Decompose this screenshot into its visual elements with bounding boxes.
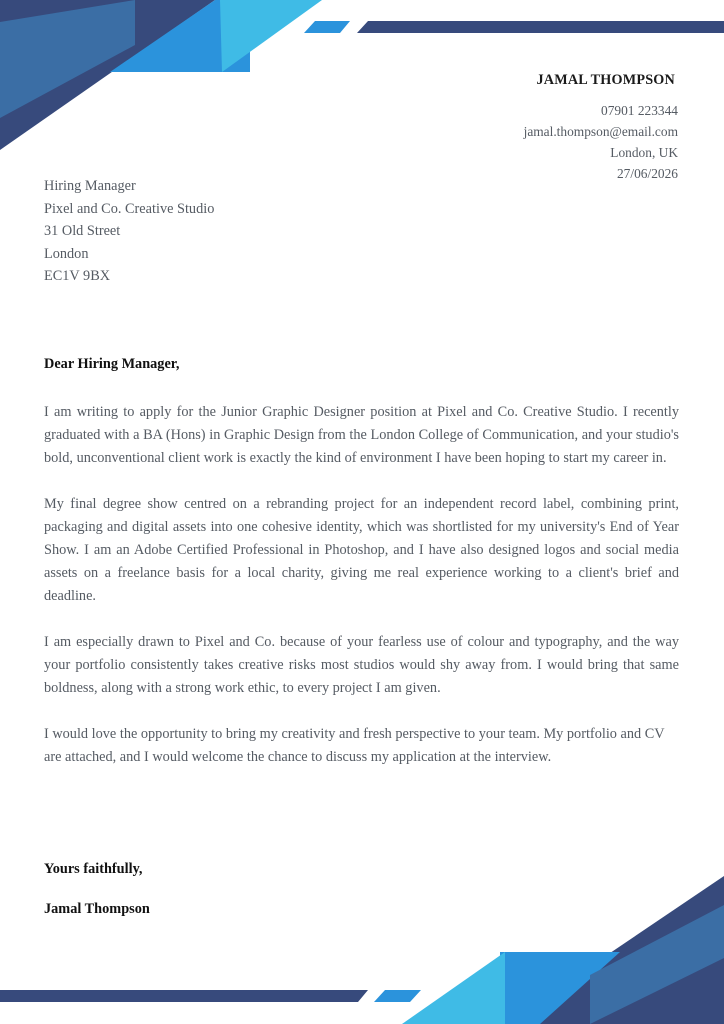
letter-date: 27/06/2026	[616, 166, 678, 181]
body-paragraph-2: My final degree show centred on a rebranding project for an independent record label, combining print, packaging and digital assets into one cohesive identity, which was shortlisted for my university's End of Year Show. I am an Adobe Certified Professional in Photoshop, and I have also designed logos and social media assets on a freelance basis for a local charity, giving me real experience working to a client's brief and deadline.	[44, 496, 679, 604]
salutation: Dear Hiring Manager,	[44, 356, 180, 372]
recipient-postcode: EC1V 9BX	[44, 268, 111, 285]
recipient-address-block	[44, 175, 214, 288]
body-paragraph-1: I am writing to apply for the Junior Graphic Designer position at Pixel and Co. Creative Studio. I recently graduated with a BA (Hons) in Graphic Design from the London College of Communication, and your studio's bold, unconventional client work is exactly the kind of environment I have been hoping to start my career in.	[44, 404, 679, 466]
letter-body	[44, 401, 679, 792]
recipient-company: Pixel and Co. Creative Studio	[44, 200, 215, 217]
sender-location: London, UK	[610, 145, 678, 160]
signature-name: Jamal Thompson	[44, 901, 150, 917]
recipient-city: London	[44, 245, 89, 262]
sender-block	[524, 70, 678, 184]
body-paragraph-4: I would love the opportunity to bring my creativity and fresh perspective to your team. My portfolio and CV are attached, and I would welcome the chance to discuss my application at the interview.	[44, 726, 665, 765]
closing-phrase: Yours faithfully,	[44, 861, 143, 877]
sender-email: jamal.thompson@email.com	[523, 124, 678, 139]
sender-phone: 07901 223344	[601, 103, 678, 118]
body-paragraph-3: I am especially drawn to Pixel and Co. because of your fearless use of colour and typography, and the way your portfolio consistently takes creative risks most studios would shy away from. I would bring that same boldness, along with a strong work ethic, to every project I am given.	[44, 634, 679, 696]
recipient-street: 31 Old Street	[44, 223, 121, 240]
sender-name: JAMAL THOMPSON	[536, 72, 675, 88]
recipient-title: Hiring Manager	[44, 178, 136, 194]
